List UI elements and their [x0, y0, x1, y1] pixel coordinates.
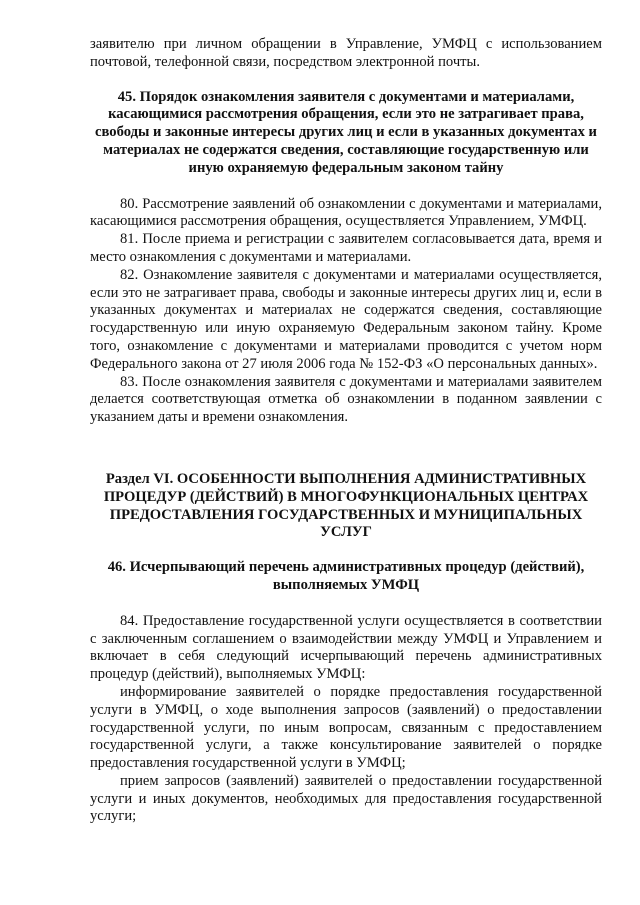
section-title: Раздел VI. ОСОБЕННОСТИ ВЫПОЛНЕНИЯ АДМИНИСТРАТИВНЫХ ПРОЦЕДУР (ДЕЙСТВИЙ) В МНОГОФУНКЦИОНАЛЬНЫХ ЦЕНТРАХ ПРЕДОСТАВЛЕНИЯ ГОСУДАРСТВЕННЫХ И МУНИЦИПАЛЬНЫХ УСЛУГ [103, 470, 589, 541]
paragraph-continuation: заявителю при личном обращении в Управление, УМФЦ с использованием почтовой, телефонной связи, посредством электронной почты. [90, 36, 602, 70]
paragraph-83: 83. После ознакомления заявителя с документами и материалами заявителем делается соответствующая отметка об ознакомлении в поданном заявлении с указанием даты и времени ознакомления. [90, 373, 602, 426]
heading-46: 46. Исчерпывающий перечень административных процедур (действий), выполняемых УМФЦ [107, 559, 585, 593]
paragraph-81: 81. После приема и регистрации с заявителем согласовывается дата, время и место ознакомления с документами и материалами. [90, 231, 602, 265]
paragraph-82: 82. Ознакомление заявителя с документами и материалами осуществляется, если это не затрагивает права, свободы и законные интересы других лиц и, если в указанных документах и материалах не содержатся сведения, составляющие государственную или иную охраняемую Федеральным законом тайну. Кроме того, ознакомление с документами и материалами проводится с учетом норм Федерального закона от 27 июля 2006 года № 152-ФЗ «О персональных данных». [90, 266, 602, 372]
heading-45: 45. Порядок ознакомления заявителя с документами и материалами, касающимися рассмотрения обращения, если это не затрагивает права, свободы и законные интересы других лиц и если в указанных документах и материалах не содержатся сведения, составляющие государственную или иную охраняемую федеральным законом тайну [95, 88, 597, 176]
document-page [90, 36, 602, 826]
paragraph-84: 84. Предоставление государственной услуги осуществляется в соответствии с заключенным соглашением о взаимодействии между УМФЦ и Управлением и включает в себя следующий исчерпывающий перечень административных процедур (действий), выполняемых УМФЦ: [90, 612, 602, 683]
paragraph-80: 80. Рассмотрение заявлений об ознакомлении с документами и материалами, касающимися рассмотрения обращения, осуществляется Управлением, УМФЦ. [90, 195, 602, 230]
paragraph-84-item-1: информирование заявителей о порядке предоставления государственной услуги в УМФЦ, о ходе выполнения запросов (заявлений) о предоставлении государственной услуги, по иным вопросам, связанным с предоставлением государственной услуги, а также консультирование заявителей о порядке предоставления государственной услуги в УМФЦ; [90, 683, 602, 772]
paragraph-84-item-2: прием запросов (заявлений) заявителей о предоставлении государственной услуги и иных документов, необходимых для предоставления государственной услуги; [90, 772, 602, 825]
